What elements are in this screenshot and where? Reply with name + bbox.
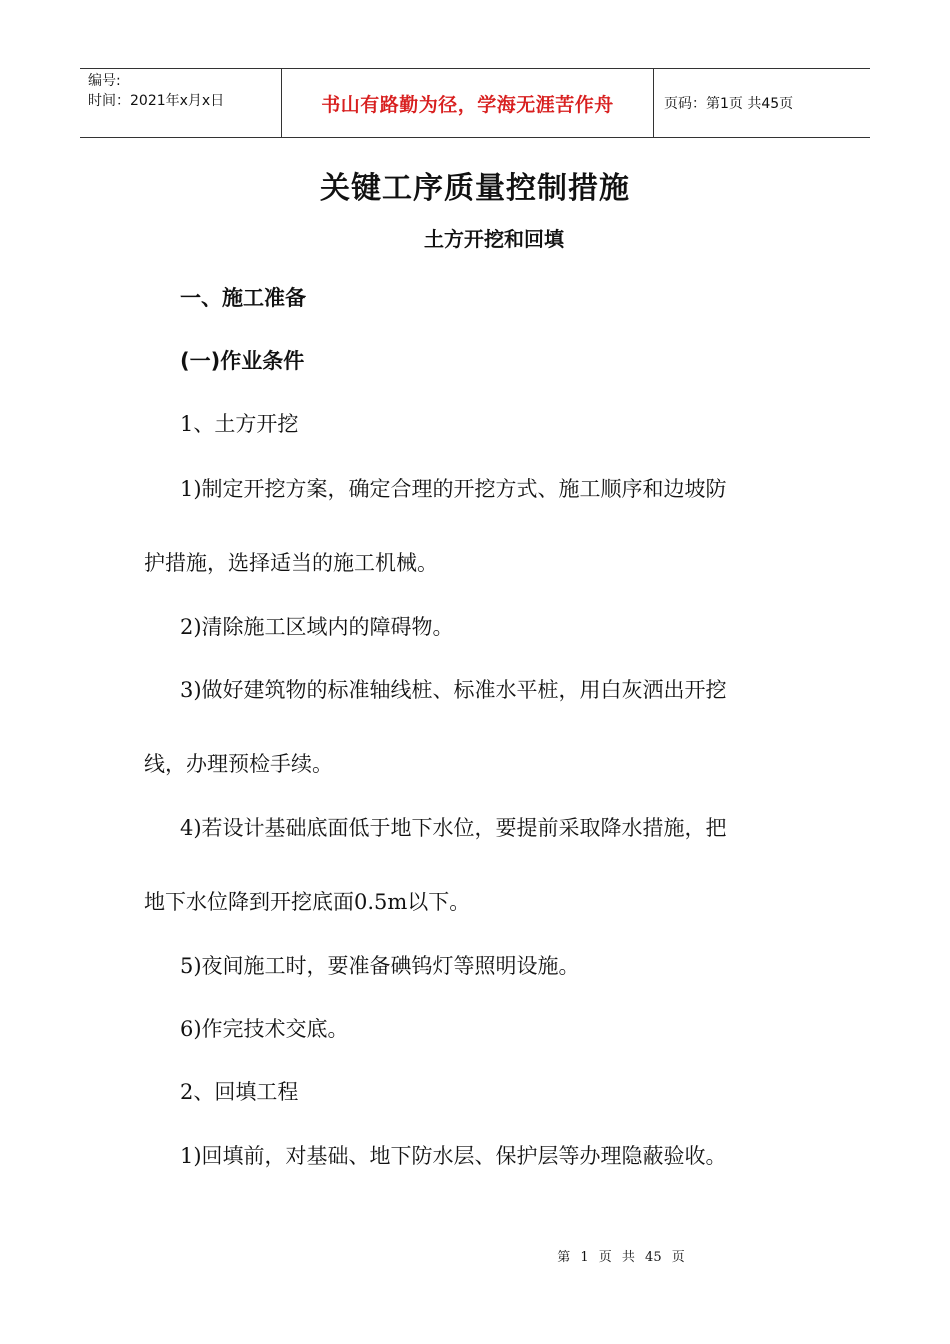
time-label: 时间：2021年x月x日 [88, 93, 225, 109]
header-meta [80, 69, 282, 137]
paragraph-line: 线，办理预检手续。 [144, 752, 333, 776]
header-page-info [654, 69, 870, 137]
page-info-text: 页码：第1页 共45页 [664, 96, 794, 112]
paragraph-line: 1)制定开挖方案，确定合理的开挖方式、施工顺序和边坡防 [180, 477, 727, 501]
subsection-heading: (一)作业条件 [180, 349, 305, 373]
paragraph-line: 2)清除施工区域内的障碍物。 [180, 615, 454, 639]
section-heading: 一、施工准备 [180, 286, 306, 310]
item-heading: 1、土方开挖 [180, 412, 299, 436]
paragraph-line: 1)回填前，对基础、地下防水层、保护层等办理隐蔽验收。 [180, 1144, 727, 1168]
paragraph-line: 地下水位降到开挖底面0.5m以下。 [144, 890, 471, 914]
item-heading: 2、回填工程 [180, 1080, 299, 1104]
document-subtitle: 土方开挖和回填 [424, 227, 564, 251]
paragraph-line: 4)若设计基础底面低于地下水位，要提前采取降水措施，把 [180, 816, 727, 840]
paragraph-line: 5)夜间施工时，要准备碘钨灯等照明设施。 [180, 954, 580, 978]
motto-text: 书山有路勤为径，学海无涯苦作舟 [321, 93, 614, 116]
page-footer: 第 1 页 共 45 页 [557, 1250, 685, 1265]
paragraph-line: 3)做好建筑物的标准轴线桩、标准水平桩，用白灰洒出开挖 [180, 678, 727, 702]
page-header [80, 68, 870, 138]
paragraph-line: 护措施，选择适当的施工机械。 [144, 551, 438, 575]
document-title: 关键工序质量控制措施 [320, 171, 630, 206]
serial-number-label: 编号: [88, 73, 121, 89]
paragraph-line: 6)作完技术交底。 [180, 1017, 349, 1041]
header-motto [282, 69, 654, 137]
